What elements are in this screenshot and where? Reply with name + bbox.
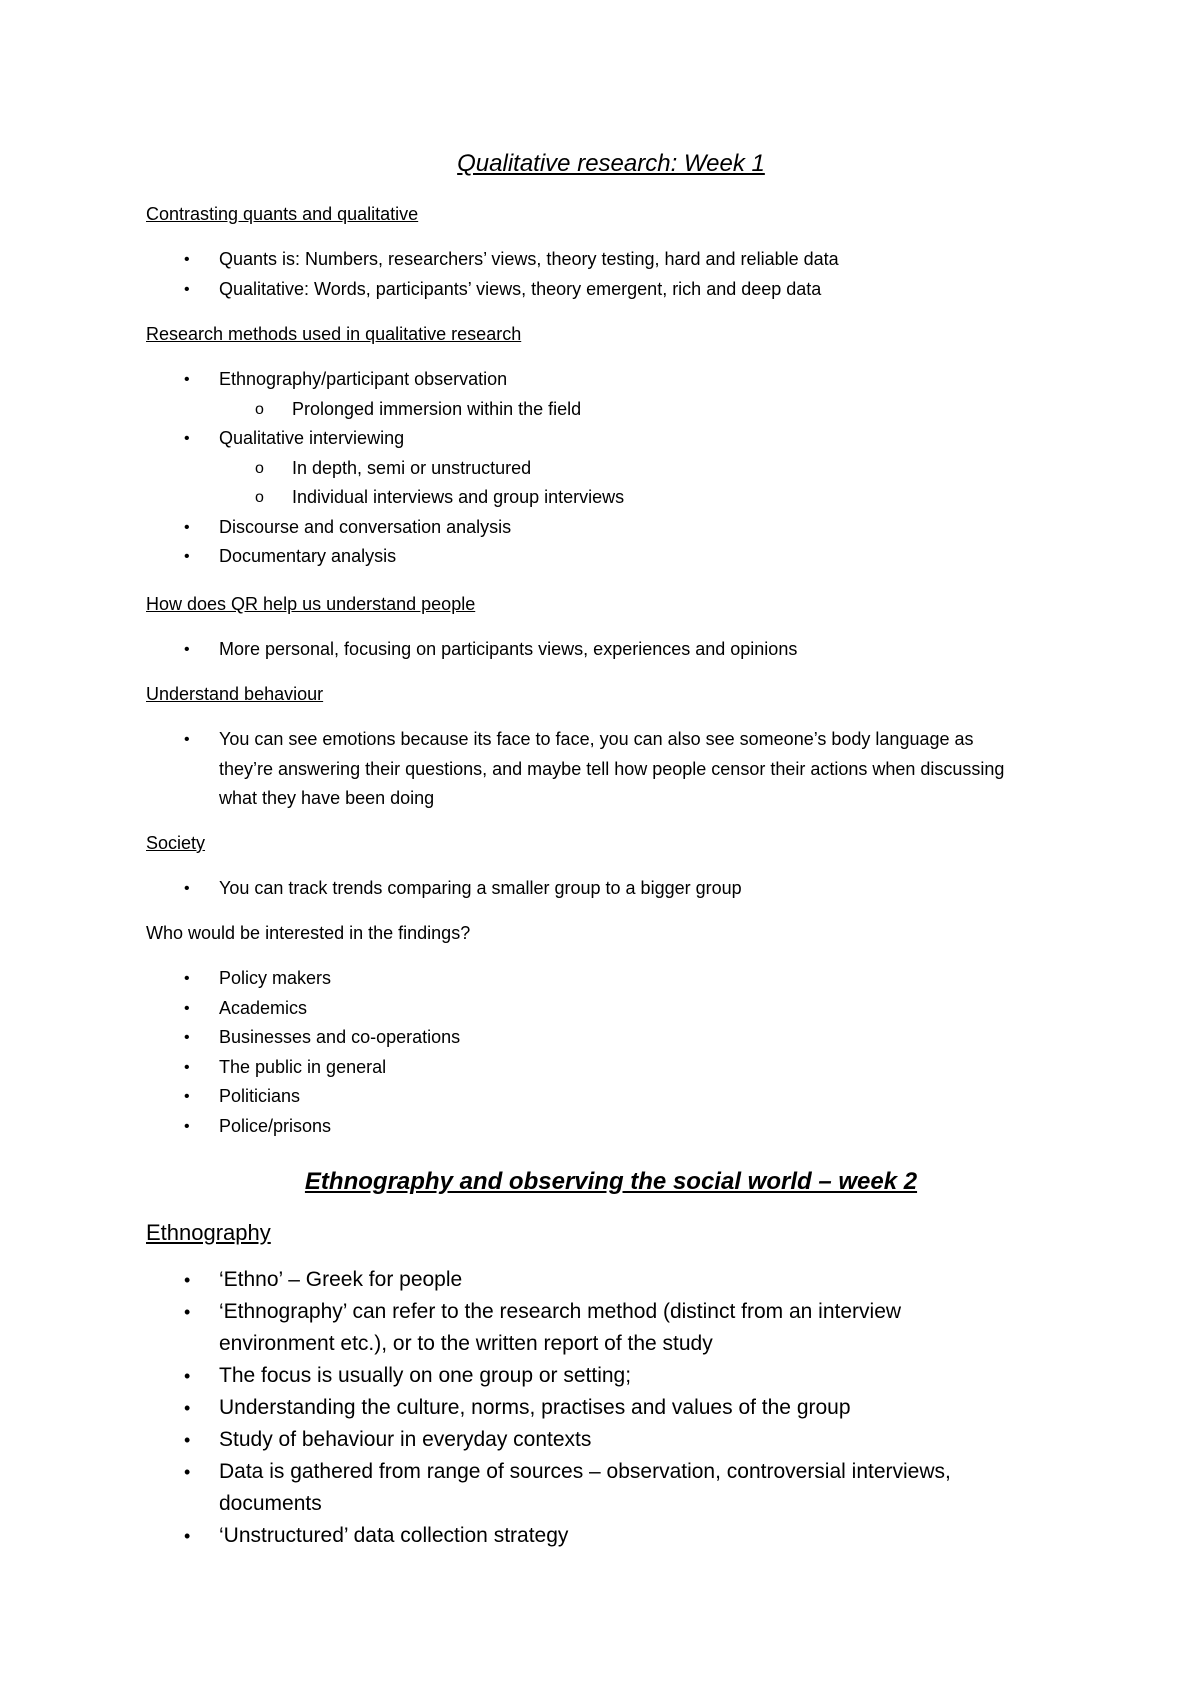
section-heading-understand-people: How does QR help us understand people xyxy=(146,594,476,614)
list-item: • Policy makers xyxy=(146,964,1076,994)
list-research-methods xyxy=(146,365,1076,572)
bullet-icon: • xyxy=(184,641,190,658)
list-item: • ‘Unstructured’ data collection strategy xyxy=(146,1520,1076,1552)
bullet-icon: • xyxy=(184,548,190,565)
bullet-icon: • xyxy=(184,1058,190,1076)
section-heading-ethnography: Ethnography xyxy=(146,1220,271,1245)
section-heading-interested: Who would be interested in the findings? xyxy=(146,923,471,943)
list-item: • Understanding the culture, norms, practises and values of the group xyxy=(146,1392,1076,1424)
bullet-icon: • xyxy=(184,280,190,298)
section-heading-contrasting: Contrasting quants and qualitative xyxy=(146,204,419,224)
bullet-icon: • xyxy=(184,1029,190,1046)
bullet-icon: • xyxy=(184,970,190,987)
bullet-icon: • xyxy=(184,371,190,388)
bullet-icon: • xyxy=(184,1270,191,1290)
list-item: • Qualitative interviewing o In depth, semi or unstructured o Individual interviews and group interviews xyxy=(146,424,1076,513)
section-heading-society: Society xyxy=(146,833,206,853)
page-title-week2: Ethnography and observing the social world – week 2 xyxy=(304,1168,918,1195)
bullet-icon: • xyxy=(184,880,190,897)
circle-bullet-icon: o xyxy=(255,400,264,418)
bullet-icon: • xyxy=(184,1302,191,1322)
section-heading-research-methods: Research methods used in qualitative research xyxy=(146,324,522,344)
list-item: • More personal, focusing on participants views, experiences and opinions xyxy=(146,635,1076,665)
list-understand-behaviour xyxy=(146,725,1076,814)
list-item: • Police/prisons xyxy=(146,1112,1076,1142)
bullet-icon: • xyxy=(184,999,190,1017)
list-item: • Ethnography/participant observation o Prolonged immersion within the field xyxy=(146,365,1076,424)
bullet-icon: • xyxy=(184,1117,190,1135)
section-heading-understand-behaviour: Understand behaviour xyxy=(146,684,324,704)
list-ethnography xyxy=(146,1264,1076,1552)
list-item: • The focus is usually on one group or setting; xyxy=(146,1360,1076,1392)
bullet-icon: • xyxy=(184,1398,191,1418)
list-understand-people xyxy=(146,635,1076,665)
list-item: • Academics xyxy=(146,994,1076,1024)
bullet-icon: • xyxy=(184,1462,191,1482)
bullet-icon: • xyxy=(184,731,190,748)
bullet-icon: • xyxy=(184,430,190,447)
list-item: • Quants is: Numbers, researchers’ views, theory testing, hard and reliable data xyxy=(146,245,1076,275)
list-interested xyxy=(146,964,1076,1141)
list-contrasting xyxy=(146,245,1076,304)
sub-list-item: o In depth, semi or unstructured xyxy=(219,454,1076,484)
sub-list-item: o Prolonged immersion within the field xyxy=(219,395,1076,425)
bullet-icon: • xyxy=(184,1430,191,1450)
sub-list xyxy=(219,395,1076,425)
list-item: • Data is gathered from range of sources – observation, controversial interviews, documents xyxy=(146,1456,1076,1520)
bullet-icon: • xyxy=(184,518,190,536)
list-society xyxy=(146,874,1076,904)
list-item: • Discourse and conversation analysis xyxy=(146,513,1076,543)
list-item: • Study of behaviour in everyday contexts xyxy=(146,1424,1076,1456)
list-item: • Politicians xyxy=(146,1082,1076,1112)
sub-list xyxy=(219,454,1076,513)
sub-list-item: o Individual interviews and group interviews xyxy=(219,483,1076,513)
list-item: • Qualitative: Words, participants’ views, theory emergent, rich and deep data xyxy=(146,275,1076,305)
list-item: • ‘Ethnography’ can refer to the research method (distinct from an interview environment etc.), or to the written report of the study xyxy=(146,1296,1076,1360)
list-item: • You can track trends comparing a smaller group to a bigger group xyxy=(146,874,1076,904)
list-item: • Documentary analysis xyxy=(146,542,1076,572)
circle-bullet-icon: o xyxy=(255,489,264,506)
bullet-icon: • xyxy=(184,251,190,268)
list-item: • ‘Ethno’ – Greek for people xyxy=(146,1264,1076,1296)
list-item: • The public in general xyxy=(146,1053,1076,1083)
bullet-icon: • xyxy=(184,1526,191,1546)
bullet-icon: • xyxy=(184,1088,190,1105)
list-item: • Businesses and co-operations xyxy=(146,1023,1076,1053)
page-title-week1: Qualitative research: Week 1 xyxy=(457,150,765,177)
list-item: • You can see emotions because its face to face, you can also see someone’s body language as they’re answering their questions, and maybe tell how people censor their actions when discussing what they have been doing xyxy=(146,725,1076,814)
bullet-icon: • xyxy=(184,1366,191,1386)
circle-bullet-icon: o xyxy=(255,459,264,477)
